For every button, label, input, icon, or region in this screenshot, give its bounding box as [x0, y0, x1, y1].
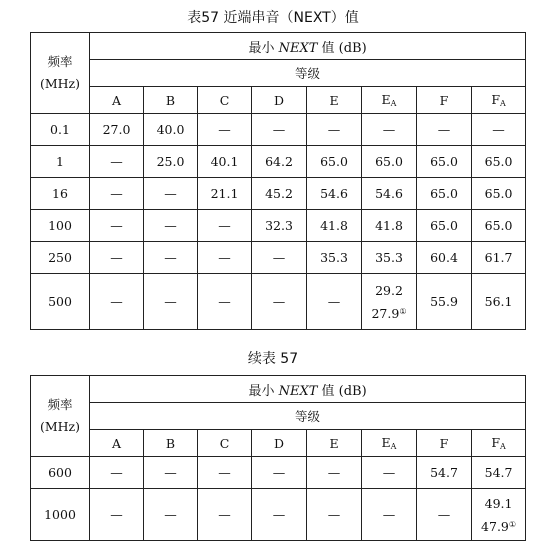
- cell: 27.0: [90, 114, 144, 146]
- table-row: [31, 274, 526, 330]
- table-row: [31, 457, 526, 489]
- cell: —: [144, 210, 198, 242]
- cell: —: [198, 457, 252, 489]
- cell: 65.0: [472, 178, 526, 210]
- cell: 65.0: [362, 146, 417, 178]
- cell: —: [252, 274, 307, 330]
- cell: 1000: [31, 489, 90, 541]
- frequency-unit: (MHz): [39, 419, 81, 434]
- next-values-continued-table: [30, 375, 526, 541]
- class-header: $E_A$: [362, 87, 417, 114]
- cell: 65.0: [472, 210, 526, 242]
- cell: —: [252, 457, 307, 489]
- cell: —: [90, 210, 144, 242]
- cell: —: [198, 274, 252, 330]
- cell: 21.1: [198, 178, 252, 210]
- class-header: $E_A$: [362, 430, 417, 457]
- continued-table-caption: 续表 57: [247, 351, 299, 367]
- min-next-header: 最小 NEXT 值 (dB): [90, 376, 526, 403]
- cell: 65.0: [307, 146, 362, 178]
- cell: —: [362, 114, 417, 146]
- cell: —: [307, 114, 362, 146]
- table-row: [31, 146, 526, 178]
- cell: —: [252, 242, 307, 274]
- class-header: F: [417, 87, 472, 114]
- cell: 500: [31, 274, 90, 330]
- cell: —: [362, 489, 417, 541]
- cell: —: [198, 114, 252, 146]
- class-header: B: [144, 430, 198, 457]
- footnote-marker: ①: [508, 519, 517, 529]
- cell: 60.4: [417, 242, 472, 274]
- cell: —: [362, 457, 417, 489]
- table-row: [31, 114, 526, 146]
- cell: —: [90, 146, 144, 178]
- cell: 54.7: [417, 457, 472, 489]
- cell: —: [417, 114, 472, 146]
- min-next-header: 最小 NEXT 值 (dB): [90, 33, 526, 60]
- cell: 65.0: [417, 146, 472, 178]
- cell: 29.2 27.9①: [362, 274, 417, 330]
- frequency-label: 频率: [47, 397, 73, 412]
- cell: —: [472, 114, 526, 146]
- cell: —: [90, 489, 144, 541]
- cell: 64.2: [252, 146, 307, 178]
- grade-header: 等级: [90, 403, 526, 430]
- class-header: B: [144, 87, 198, 114]
- cell: —: [144, 457, 198, 489]
- cell: 40.0: [144, 114, 198, 146]
- cell: 0.1: [31, 114, 90, 146]
- cell: —: [307, 489, 362, 541]
- cell: 100: [31, 210, 90, 242]
- cell: —: [90, 242, 144, 274]
- cell: 40.1: [198, 146, 252, 178]
- cell: 41.8: [362, 210, 417, 242]
- cell: —: [198, 489, 252, 541]
- frequency-header: [31, 376, 90, 457]
- cell: 32.3: [252, 210, 307, 242]
- cell: 65.0: [417, 178, 472, 210]
- class-header: A: [90, 430, 144, 457]
- class-header: A: [90, 87, 144, 114]
- cell: —: [198, 210, 252, 242]
- cell: 55.9: [417, 274, 472, 330]
- cell: 61.7: [472, 242, 526, 274]
- cell: —: [90, 457, 144, 489]
- cell: —: [198, 242, 252, 274]
- frequency-label: 频率: [47, 54, 73, 69]
- cell: 49.1 47.9①: [472, 489, 526, 541]
- class-header: $F_A$: [472, 87, 526, 114]
- cell: —: [144, 274, 198, 330]
- class-header: E: [307, 430, 362, 457]
- table-row: [31, 489, 526, 541]
- cell: —: [90, 178, 144, 210]
- cell: —: [252, 489, 307, 541]
- cell: —: [307, 457, 362, 489]
- cell: 600: [31, 457, 90, 489]
- class-header: D: [252, 87, 307, 114]
- cell: 35.3: [307, 242, 362, 274]
- cell: 56.1: [472, 274, 526, 330]
- class-header: E: [307, 87, 362, 114]
- cell: —: [252, 114, 307, 146]
- cell: —: [144, 242, 198, 274]
- class-header: F: [417, 430, 472, 457]
- cell: 16: [31, 178, 90, 210]
- cell: 41.8: [307, 210, 362, 242]
- table-row: [31, 210, 526, 242]
- cell: —: [417, 489, 472, 541]
- table-caption: 表57 近端串音（NEXT）值: [187, 10, 359, 26]
- next-values-table: [30, 32, 526, 330]
- cell: 45.2: [252, 178, 307, 210]
- cell: 54.7: [472, 457, 526, 489]
- cell: 65.0: [472, 146, 526, 178]
- grade-header: 等级: [90, 60, 526, 87]
- cell: 1: [31, 146, 90, 178]
- cell: 25.0: [144, 146, 198, 178]
- cell: —: [307, 274, 362, 330]
- cell: 54.6: [362, 178, 417, 210]
- cell: 54.6: [307, 178, 362, 210]
- class-header: $F_A$: [472, 430, 526, 457]
- class-header: C: [198, 87, 252, 114]
- frequency-unit: (MHz): [39, 76, 81, 91]
- footnote-marker: ①: [399, 306, 407, 316]
- cell: 250: [31, 242, 90, 274]
- frequency-header: [31, 33, 90, 114]
- cell: —: [90, 274, 144, 330]
- class-header: C: [198, 430, 252, 457]
- cell: 65.0: [417, 210, 472, 242]
- class-header: D: [252, 430, 307, 457]
- cell: —: [144, 178, 198, 210]
- cell: —: [144, 489, 198, 541]
- table-row: [31, 178, 526, 210]
- cell: 35.3: [362, 242, 417, 274]
- table-row: [31, 242, 526, 274]
